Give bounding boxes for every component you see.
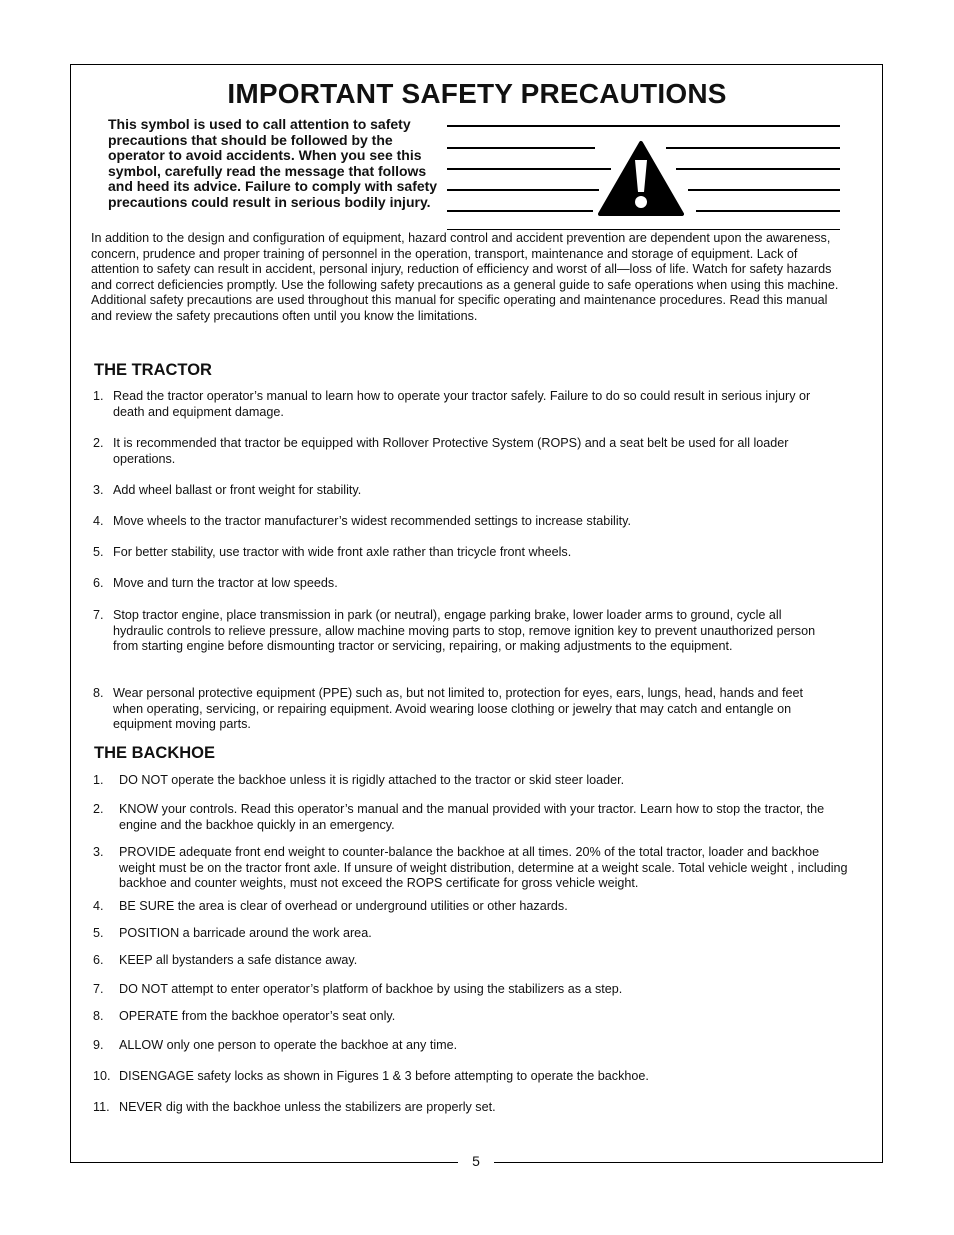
item-number: 1. — [93, 773, 104, 787]
item-number: 11. — [93, 1100, 110, 1114]
list-item — [93, 1009, 851, 1025]
list-item — [93, 576, 833, 592]
list-item — [93, 926, 851, 942]
item-text: POSITION a barricade around the work area. — [119, 926, 372, 940]
safety-symbol-explanation: This symbol is used to call attention to safety precautions that should be followed by the operator to avoid accidents. When you see this symbol, carefully read the message that follows and heed its advice. Failure to comply with safety precautions could result in serious bodily injury. — [108, 116, 438, 210]
item-number: 8. — [93, 686, 104, 700]
item-text: ALLOW only one person to operate the backhoe at any time. — [119, 1038, 458, 1052]
list-item — [93, 608, 833, 655]
list-item — [93, 686, 833, 733]
item-text: KNOW your controls. Read this operator’s manual and the manual provided with your tractor. Learn how to stop the tractor, the engine and the backhoe quickly in an emergency. — [119, 802, 825, 832]
symbol-rule-5-left — [447, 210, 593, 212]
list-item — [93, 845, 851, 892]
list-item — [93, 982, 851, 998]
item-text: NEVER dig with the backhoe unless the stabilizers are properly set. — [119, 1100, 496, 1114]
frame-border-left — [70, 64, 71, 1163]
section-heading-tractor: THE TRACTOR — [94, 361, 212, 379]
list-item — [93, 545, 833, 561]
list-item — [93, 436, 833, 467]
item-number: 7. — [93, 982, 104, 996]
item-text: Add wheel ballast or front weight for stability. — [113, 483, 362, 497]
item-number: 1. — [93, 389, 104, 403]
item-text: Move wheels to the tractor manufacturer’s widest recommended settings to increase stability. — [113, 514, 631, 528]
item-number: 2. — [93, 802, 104, 816]
symbol-rule-3-left — [447, 168, 611, 170]
list-item — [93, 389, 833, 420]
symbol-rule-3-right — [676, 168, 840, 170]
item-text: Read the tractor operator’s manual to learn how to operate your tractor safely. Failure to do so could result in serious injury or death and equipment damage. — [113, 389, 811, 419]
warning-triangle-icon — [598, 140, 684, 216]
item-text: DO NOT attempt to enter operator’s platform of backhoe by using the stabilizers as a step. — [119, 982, 623, 996]
item-text: Stop tractor engine, place transmission in park (or neutral), engage parking brake, lower loader arms to ground, cycle all hydraulic controls to relieve pressure, allow machine moving parts to stop, remove ignition key to prevent unauthorized person from starting engine before dismounting tractor or servicing, repairing, or making adjustments to the equipment. — [113, 608, 816, 653]
symbol-rule-2-right — [666, 147, 840, 149]
item-number: 3. — [93, 845, 104, 859]
item-text: BE SURE the area is clear of overhead or underground utilities or other hazards. — [119, 899, 568, 913]
section-heading-backhoe: THE BACKHOE — [94, 744, 216, 762]
item-text: DISENGAGE safety locks as shown in Figures 1 & 3 before attempting to operate the backhoe. — [119, 1069, 649, 1083]
list-item — [93, 773, 851, 789]
list-item — [93, 483, 833, 499]
frame-border-right — [882, 64, 883, 1163]
frame-border-bottom-right — [494, 1162, 883, 1163]
symbol-rule-5-right — [696, 210, 840, 212]
symbol-rule-1 — [447, 125, 840, 127]
item-number: 10. — [93, 1069, 111, 1083]
item-number: 8. — [93, 1009, 104, 1023]
list-item — [93, 899, 851, 915]
list-item — [93, 953, 851, 969]
item-number: 3. — [93, 483, 104, 497]
item-number: 4. — [93, 899, 104, 913]
symbol-rule-4-right — [688, 189, 840, 191]
list-item — [93, 802, 851, 833]
symbol-rule-6 — [447, 229, 840, 230]
item-number: 4. — [93, 514, 104, 528]
item-number: 7. — [93, 608, 104, 622]
item-text: KEEP all bystanders a safe distance away. — [119, 953, 358, 967]
item-text: Wear personal protective equipment (PPE) such as, but not limited to, protection for eyes, ears, lungs, head, hands and feet when operating, servicing, or repairing equipment. Avoid wearing loose clothing or jewelry that may catch and entangle on equipment moving parts. — [113, 686, 804, 731]
frame-border-bottom-left — [70, 1162, 458, 1163]
symbol-rule-2-left — [447, 147, 595, 149]
item-number: 2. — [93, 436, 104, 450]
list-item — [93, 1069, 851, 1085]
item-number: 5. — [93, 545, 104, 559]
item-text: PROVIDE adequate front end weight to counter-balance the backhoe at all times. 20% of the total tractor, loader and backhoe weight must be on the tractor front axle. If unsure of weight distribution, determine at a weight scale. Total vehicle weight , including backhoe and counter weights, must not exceed the ROPS certificate for gross vehicle weight. — [119, 845, 848, 890]
list-item — [93, 1038, 851, 1054]
item-number: 6. — [93, 953, 104, 967]
item-text: OPERATE from the backhoe operator’s seat only. — [119, 1009, 396, 1023]
list-item — [93, 514, 833, 530]
item-text: Move and turn the tractor at low speeds. — [113, 576, 338, 590]
intro-paragraph: In addition to the design and configuration of equipment, hazard control and accident prevention are dependent upon the awareness, concern, prudence and proper training of personnel in the operation, transport, maintenance and storage of equipment. Lack of attention to safety can result in accident, personal injury, reduction of efficiency and worst of all—loss of life. Watch for safety hazards and correct deficiencies promptly. Use the following safety precautions as a general guide to safe operations when using this machine. Additional safety precautions are used throughout this manual for specific operating and maintenance procedures. Read this manual and review the safety precautions often until you know the limitations. — [91, 231, 839, 323]
item-text: For better stability, use tractor with wide front axle rather than tricycle front wheels. — [113, 545, 572, 559]
frame-border-top — [70, 64, 883, 65]
page-number: 5 — [472, 1153, 480, 1169]
list-item — [93, 1100, 851, 1116]
item-number: 5. — [93, 926, 104, 940]
symbol-rule-4-left — [447, 189, 599, 191]
item-number: 9. — [93, 1038, 104, 1052]
item-number: 6. — [93, 576, 104, 590]
item-text: DO NOT operate the backhoe unless it is rigidly attached to the tractor or skid steer loader. — [119, 773, 625, 787]
page-title: IMPORTANT SAFETY PRECAUTIONS — [227, 78, 727, 109]
item-text: It is recommended that tractor be equipped with Rollover Protective System (ROPS) and a seat belt be used for all loader operations. — [113, 436, 789, 466]
